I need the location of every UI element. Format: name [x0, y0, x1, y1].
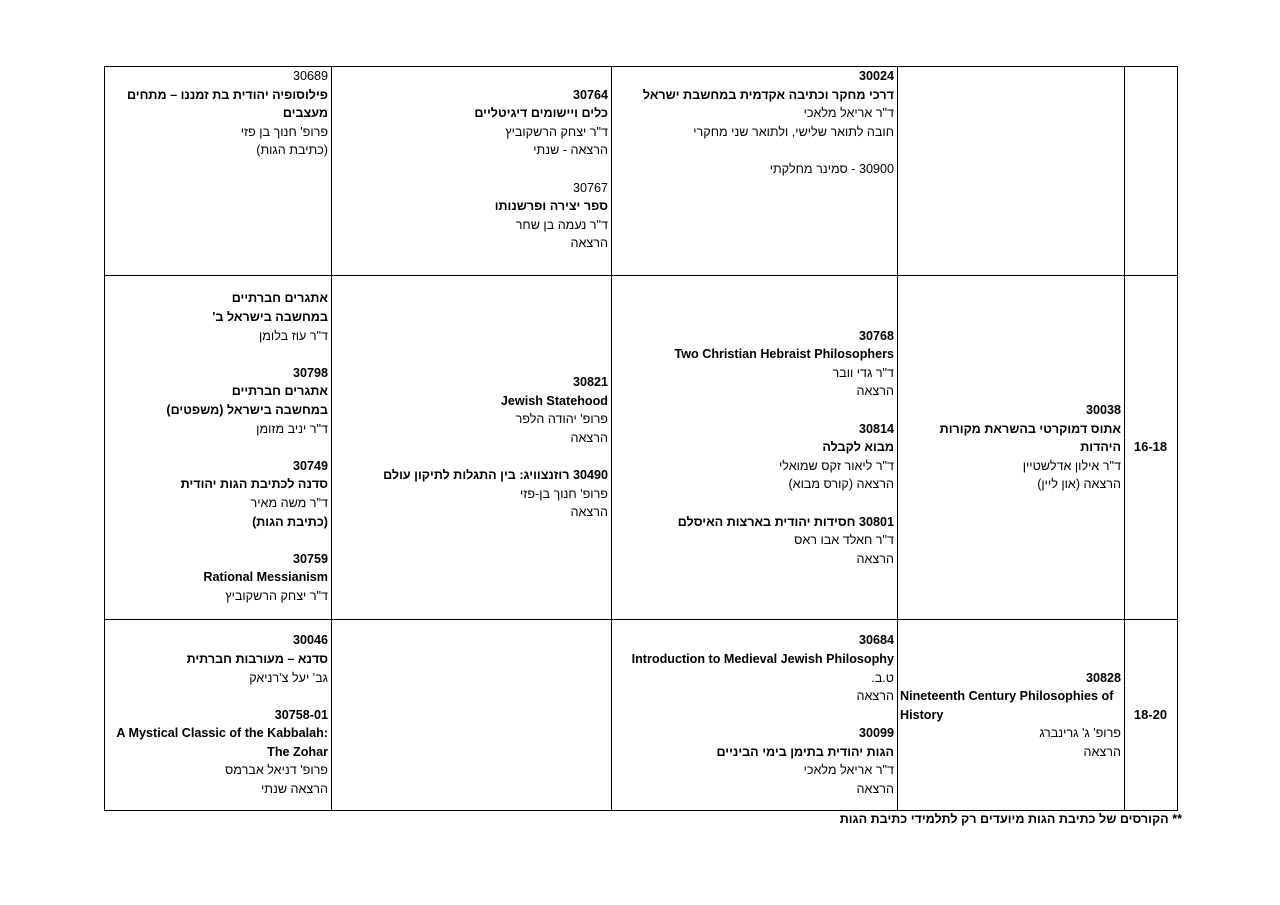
course-line: 30024 — [858, 69, 894, 83]
course-line: ד"ר יצחק הרשקוביץ — [505, 124, 608, 139]
session-cell — [898, 276, 1125, 620]
course-line: הגות יהודית בתימן בימי הביניים — [716, 744, 894, 759]
course-line: ד"ר עוז בלומן — [259, 328, 328, 343]
course-line: ד"ר אריאל מלאכי — [803, 106, 894, 121]
course-line: הרצאה — [570, 430, 608, 445]
course-line: הרצאה — [856, 551, 894, 566]
course-line: ד"ר אריאל מלאכי — [803, 763, 894, 778]
session-cell — [332, 620, 612, 811]
course-line: ט.ב. — [871, 670, 894, 685]
course-line: 30490 רוזנצוויג: בין התגלות לתיקון עולם — [383, 468, 608, 483]
course-line: ד"ר נעמה בן שחר — [515, 217, 608, 232]
course-line: פרופ' דניאל אברמס — [225, 763, 328, 778]
course-line: Jewish Statehood — [500, 393, 608, 408]
schedule-row — [105, 276, 1178, 620]
course-line: הרצאה — [570, 505, 608, 520]
course-line: (כתיבת הגות) — [252, 514, 328, 529]
spacer — [614, 706, 894, 725]
spacer — [107, 345, 328, 364]
course-line: Nineteenth Century Philosophies of History — [900, 689, 1114, 722]
course-line: הרצאה — [856, 689, 894, 704]
course-line: 30768 — [858, 328, 894, 343]
footnote: ** הקורסים של כתיבת הגות מיועדים רק לתלמידי כתיבת הגות — [839, 812, 1182, 826]
spacer — [614, 401, 894, 420]
course-line: 30759 — [292, 551, 328, 566]
course-line: הרצאה — [856, 384, 894, 399]
course-line: ד"ר יצחק הרשקוביץ — [225, 588, 328, 603]
session-cell — [105, 276, 332, 620]
schedule-row — [105, 620, 1178, 811]
session-cell — [898, 620, 1125, 811]
course-line: פרופ' חנוך בן-פזי — [520, 486, 608, 501]
session-cell — [898, 67, 1125, 276]
course-line: אתוס דמוקרטי בהשראת מקורות היהדות — [939, 421, 1121, 455]
course-line: סדנא – מעורבות חברתית — [186, 651, 328, 666]
course-line: 30684 — [858, 633, 894, 648]
course-line: 30046 — [292, 633, 328, 648]
course-line: 30798 — [292, 365, 328, 380]
session-cell — [105, 620, 332, 811]
course-line: Rational Messianism — [203, 570, 328, 585]
course-line: גב' יעל צ'רניאק — [249, 670, 328, 685]
session-cell — [612, 276, 898, 620]
time-slot-cell — [1125, 67, 1178, 276]
schedule-row — [105, 67, 1178, 276]
spacer — [334, 448, 608, 467]
course-line: 30758-01 — [274, 707, 328, 722]
course-line: דרכי מחקר וכתיבה אקדמית במחשבת ישראל — [642, 87, 894, 102]
course-line: פרופ' חנוך בן פזי — [240, 124, 328, 139]
course-line: ד"ר גדי וובר — [832, 365, 894, 380]
course-line: במחשבה בישראל (משפטים) — [166, 403, 328, 418]
course-line: 30828 — [1085, 670, 1121, 685]
course-line: ד"ר ליאור זקס שמואלי — [779, 458, 894, 473]
course-line: 30099 — [858, 726, 894, 741]
spacer — [334, 160, 608, 179]
course-line: ד"ר אילון אדלשטיין — [1022, 458, 1121, 473]
course-line: הרצאה — [570, 236, 608, 251]
course-line: אתגרים חברתיים — [231, 384, 328, 399]
course-line: 30821 — [572, 375, 608, 390]
course-line: הרצאה — [1083, 744, 1121, 759]
course-line: ד"ר חאלד אבו ראס — [794, 533, 894, 548]
course-line: 30749 — [292, 458, 328, 473]
session-cell — [105, 67, 332, 276]
time-slot-cell: 16-18 — [1125, 276, 1178, 620]
course-line: במחשבה בישראל ב' — [212, 310, 328, 325]
course-line: 30689 — [292, 69, 328, 83]
course-line: 30801 חסידות יהודית בארצות האיסלם — [677, 514, 894, 529]
session-cell — [612, 67, 898, 276]
course-line: 30767 — [572, 180, 608, 195]
course-line: פילוסופיה יהודית בת זמננו – מתחים מעצבים — [126, 87, 328, 121]
course-line: אתגרים חברתיים — [231, 291, 328, 306]
course-line: הרצאה — [856, 782, 894, 797]
spacer — [107, 531, 328, 550]
course-line: ד"ר משה מאיר — [250, 495, 328, 510]
course-line: 30038 — [1085, 403, 1121, 418]
time-slot-cell: 18-20 — [1125, 620, 1178, 811]
course-line: הרצאה - שנתי — [533, 143, 608, 158]
spacer — [334, 67, 608, 86]
course-line: ספר יצירה ופרשנותו — [494, 199, 608, 214]
course-line: מבוא לקבלה — [822, 440, 894, 455]
course-line: הרצאה שנתי — [260, 782, 328, 797]
course-line: A Mystical Classic of the Kabbalah: The Zohar — [116, 726, 328, 759]
session-cell — [332, 67, 612, 276]
course-line: ד"ר יניב מזומן — [256, 421, 328, 436]
spacer — [614, 494, 894, 513]
course-line: 30764 — [572, 87, 608, 102]
session-cell — [332, 276, 612, 620]
course-line: פרופ' ג' גרינברג — [1039, 726, 1121, 741]
course-line: הרצאה (קורס מבוא) — [788, 477, 894, 492]
spacer — [614, 141, 894, 160]
course-line: פרופ' יהודה הלפר — [515, 412, 608, 427]
course-line: (כתיבת הגות) — [256, 143, 328, 158]
course-line: סדנה לכתיבת הגות יהודית — [180, 477, 328, 492]
course-line: Introduction to Medieval Jewish Philosophy — [631, 651, 894, 666]
course-line: Two Christian Hebraist Philosophers — [674, 347, 894, 362]
course-line: חובה לתואר שלישי, ולתואר שני מחקרי — [693, 124, 894, 139]
course-line: הרצאה (און ליין) — [1037, 477, 1121, 492]
spacer — [107, 438, 328, 457]
spacer — [107, 687, 328, 706]
schedule-table — [104, 66, 1178, 811]
course-line: 30900 - סמינר מחלקתי — [769, 161, 894, 176]
course-line: 30814 — [858, 421, 894, 436]
session-cell — [612, 620, 898, 811]
course-line: כלים ויישומים דיגיטליים — [474, 106, 608, 121]
